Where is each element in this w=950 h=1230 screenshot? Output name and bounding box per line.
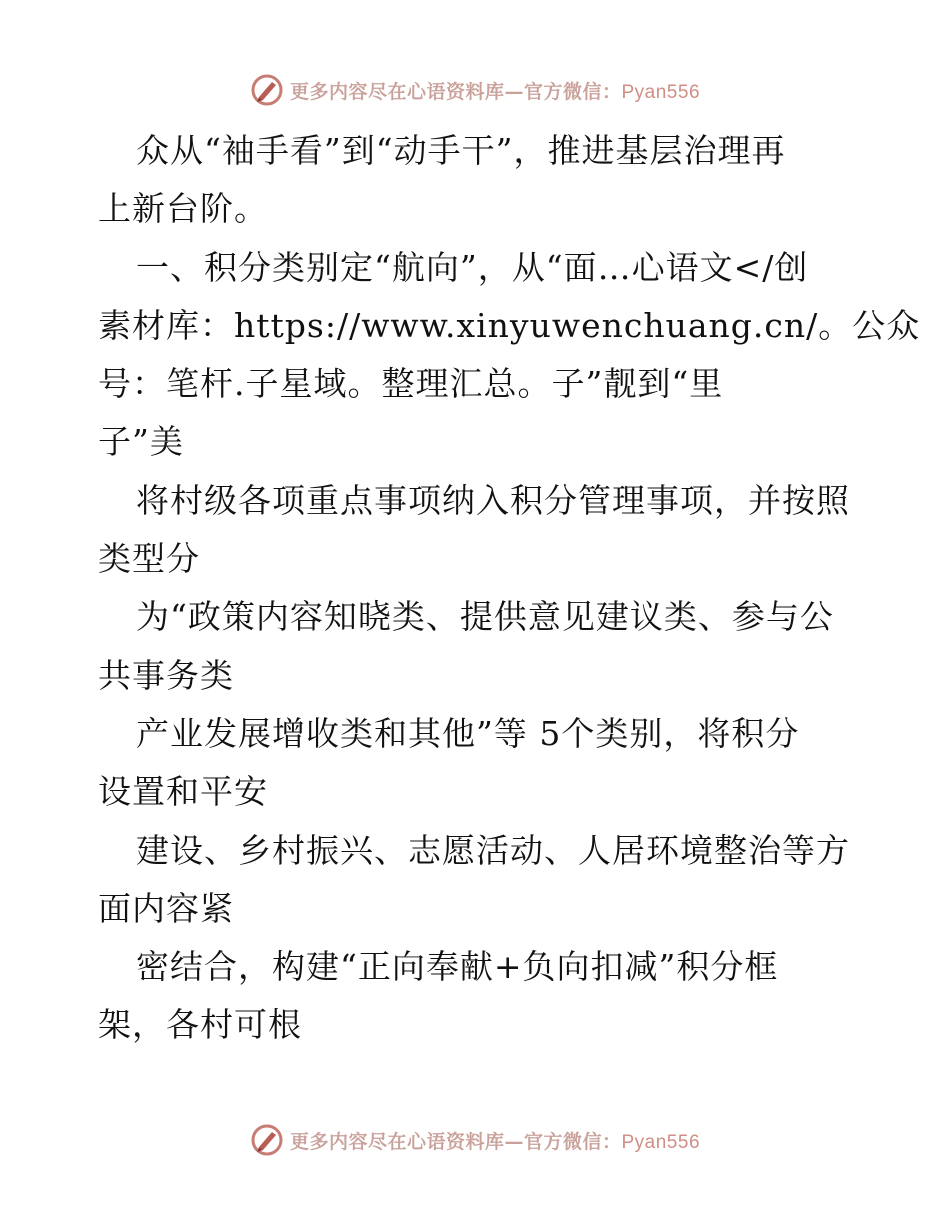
footer-watermark <box>0 1120 950 1160</box>
watermark-text: 更多内容尽在心语资料库—官方微信：Pyan556 <box>289 1130 701 1153</box>
body-line: 建设、乡村振兴、志愿活动、人居环境整治等方 <box>136 830 850 870</box>
body-line: 密结合，构建“正向奉献+负向扣减”积分框 <box>136 947 779 987</box>
body-line: 产业发展增收类和其他”等 5个类别，将积分 <box>136 713 800 753</box>
body-line: 架，各村可根 <box>98 1005 302 1045</box>
document-body <box>98 122 921 1055</box>
body-line: 素材库：https://www.xinyuwenchuang.cn/。公众 <box>98 305 921 345</box>
body-line: 为“政策内容知晓类、提供意见建议类、参与公 <box>136 597 834 637</box>
body-line: 一、积分类别定“航向”，从“面…心语文</创 <box>136 247 809 287</box>
body-line: 将村级各项重点事项纳入积分管理事项，并按照 <box>136 480 850 520</box>
body-line: 类型分 <box>98 539 200 579</box>
body-line: 子”美 <box>98 422 184 462</box>
watermark-text: 更多内容尽在心语资料库—官方微信：Pyan556 <box>289 80 701 103</box>
body-line: 共事务类 <box>98 655 234 695</box>
body-line: 上新台阶。 <box>98 189 268 229</box>
body-line: 号：笔杆.子星域。整理汇总。子”靓到“里 <box>98 364 724 404</box>
pen-logo-icon <box>250 1123 284 1157</box>
header-watermark <box>0 70 950 110</box>
pen-logo-icon <box>250 73 284 107</box>
body-line: 众从“袖手看”到“动手干”，推进基层治理再 <box>136 131 786 170</box>
body-line: 面内容紧 <box>98 888 234 928</box>
body-line: 设置和平安 <box>98 772 268 812</box>
